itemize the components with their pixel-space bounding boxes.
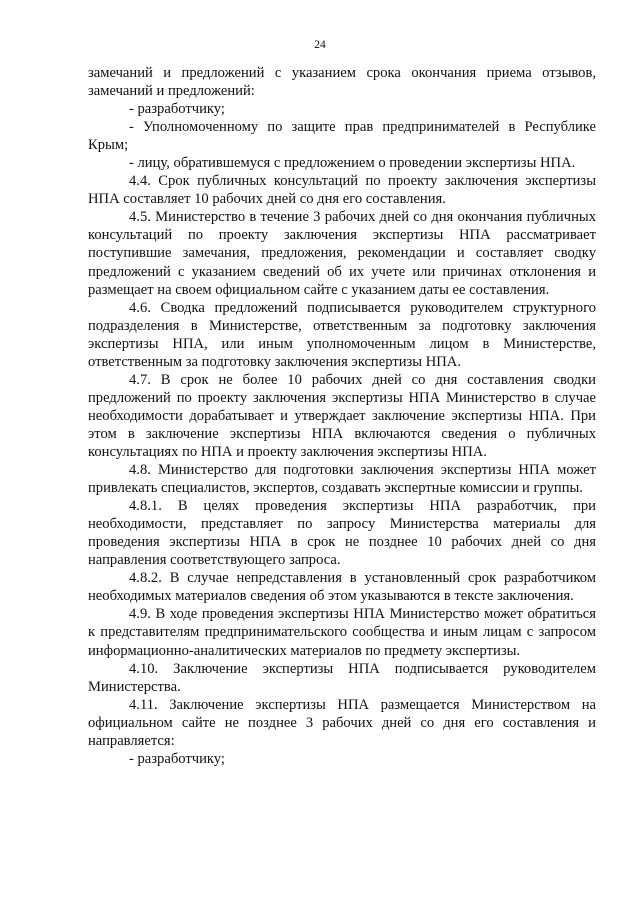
page-number: 24: [314, 39, 326, 51]
paragraph: 4.7. В срок не более 10 рабочих дней со дня составления сводки предложений по проекту заключения экспертизы НПА Министерство в случае необходимости дорабатывает и утверждает заключение экспертизы НПА. При этом в заключение экспертизы НПА включаются сведения о публичных консультациях по НПА и проекту заключения экспертизы НПА.: [88, 371, 596, 460]
paragraph: 4.6. Сводка предложений подписывается руководителем структурного подразделения в Министерстве, ответственным за подготовку заключения экспертизы НПА, или иным уполномоченным лицом в Министерстве, ответственным за подготовку заключения экспертизы НПА.: [88, 299, 596, 370]
paragraph: - разработчику;: [129, 101, 225, 118]
paragraph: 4.8.1. В целях проведения экспертизы НПА разработчик, при необходимости, представляет по запросу Министерства материалы для проведения экспертизы НПА в срок не позднее 10 рабочих дней со дня направления соответствующего запроса.: [88, 498, 596, 569]
paragraph: - Уполномоченному по защите прав предпринимателей в Республике Крым;: [88, 119, 596, 154]
document-body: [88, 64, 596, 768]
paragraph: 4.5. Министерство в течение 3 рабочих дней со дня окончания публичных консультаций по проекту заключения экспертизы НПА рассматривает поступившие замечания, предложения, рекомендации и составляет сводку предложений с указанием сведений об их учете или причинах отклонения и размещает на своем официальном сайте с указанием даты ее составления.: [88, 209, 596, 298]
paragraph: 4.8. Министерство для подготовки заключения экспертизы НПА может привлекать специалистов, экспертов, создавать экспертные комиссии и группы.: [88, 462, 596, 497]
paragraph: 4.9. В ходе проведения экспертизы НПА Министерство может обратиться к представителям предпринимательского сообщества и иным лицам с запросом информационно-аналитических материалов по предмету экспертизы.: [88, 606, 596, 659]
paragraph: 4.8.2. В случае непредставления в установленный срок разработчиком необходимых материалов сведения об этом указываются в тексте заключения.: [88, 570, 596, 605]
paragraph: 4.11. Заключение экспертизы НПА размещается Министерством на официальном сайте не позднее 3 рабочих дней со дня его составления и направляется:: [88, 696, 596, 749]
paragraph: замечаний и предложений с указанием срока окончания приема отзывов, замечаний и предложений:: [88, 65, 596, 100]
paragraph: 4.10. Заключение экспертизы НПА подписывается руководителем Министерства.: [88, 660, 596, 695]
paragraph: - разработчику;: [129, 750, 225, 767]
paragraph: 4.4. Срок публичных консультаций по проекту заключения экспертизы НПА составляет 10 рабочих дней со дня его составления.: [88, 173, 596, 208]
paragraph: - лицу, обратившемуся с предложением о проведении экспертизы НПА.: [129, 155, 576, 172]
